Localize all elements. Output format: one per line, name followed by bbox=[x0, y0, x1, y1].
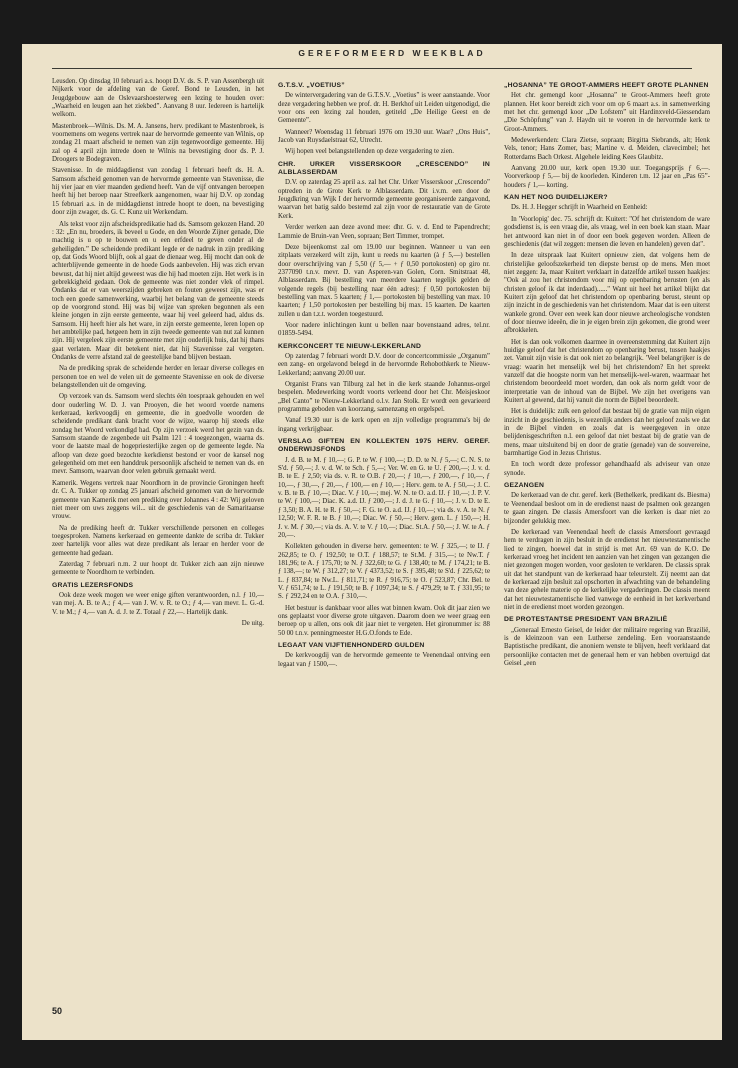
heading-voetius: G.T.S.V. „VOETIUS” bbox=[278, 82, 345, 89]
article-kamerik: Kamerik. Wegens vertrek naar Noordhorn in de provincie Groningen heeft dr. C. A. Tukker op zondag 25 januari afscheid genomen van de hervormde gemeente van Kamerik met een prediking over Johannes 4 : 42: Wij geloven niet meer om uws zeggens wil... uit de geschiedenis van de Samaritaanse vrouw. bbox=[52, 479, 264, 521]
article-stavenisse-4: Op verzoek van ds. Samsom werd slechts één toespraak gehouden en wel door ouderling W. D. J. van Prooyen, die het woord voerde namens kerkeraad, kerkvoogdij en gemeente, die in goedvolle woorden de scheidende predikant dank bracht voor de wijze, waarop hij steeds elke zondag het Woord verkondigd had. Op zijn verzoek werd het gezin van ds. Samsom staande de zegenbede uit Psalm 121 : 4 toegezongen, waarna ds. voor de laatste maal de hogepriesterlijke zegen op de gemeente legde. Na afloop van deze goed bezochte kerkdienst bestond er voor de kansel nog gelegenheid om met een handdruk persoonlijk afscheid te nemen van ds. en mevr. Samsom, waarvan door velen gebruik gemaakt werd. bbox=[52, 393, 264, 476]
article-hosanna-3: Aanvang 20.00 uur, kerk open 19.30 uur. Toegangsprijs ƒ 6,—. Voorverkoop ƒ 5,— bij de koorleden. Kinderen t.m. 12 jaar en „Pas 65”-houders ƒ 1,— korting. bbox=[504, 165, 710, 189]
article-legaat: De kerkvoogdij van de hervormde gemeente te Veenendaal ontving een legaat van ƒ 1500,—. bbox=[278, 652, 490, 668]
article-duidelijker-2: In 'Voorlopig' dec. 75. schrijft dr. Kuitert: "Of het christendom de ware godsdienst is, is een vraag die, als vraag, wel in een boek kan staan. Maar het antwoord kan niet in of door een boek gegeven worden. Alleen de geschiedenis (dat wil zeggen: mensen die leven en handelen) geven dat". bbox=[504, 215, 710, 248]
article-stavenisse: Stavenisse. In de middagdienst van zondag 1 februari heeft ds. H. A. Samsom afscheid genomen van de hervormde gemeente van Stavenisse, die hij vier jaar en vier maanden gediend heeft. Van de vijf ontvangen beroepen heeft hij het beroep naar Streefkerk aangenomen, waar hij D.V. op zondag 15 februari a.s. in de middagdienst intrede hoopt te doen, na bevestiging door zijn zwager, ds. G. C. Kunz uit Werkendam. bbox=[52, 167, 264, 217]
heading-kerkconcert: KERKCONCERT TE NIEUW-LEKKERLAND bbox=[278, 342, 422, 350]
article-gezangen-2: De kerkeraad van Veenendaal heeft de classis Amersfoort gevraagd hem te verdragen in zijn besluit in de eredienst het nieuwtestamentische lied te zingen, hoewel dat in strijd is met Art. 69 van de K.O. De kerkeraad vroeg het incident ten aanzien van het zingen van gezangen die niet gezongen mogen worden, voor gesloten te verklaren. De classis sprak uit dat het standpunt van de kerkeraad haar teleurstelt. Zij neemt aan dat de kerkeraad zijn besluit zal opschorten in afwachting van de behandeling van deze gehele materie op de kerkelijke vergaderingen. De classis meent dat het nieuwtestamentische lied vanwege de eenheid in het kerkverband niet in de eredienst moet worden gezongen. bbox=[504, 528, 710, 611]
heading-duidelijker: KAN HET NOG DUIDELIJKER? bbox=[504, 194, 608, 202]
article-voetius: De wintervergadering van de G.T.S.V. „Voetius” is weer aanstaande. Voor deze vergadering hebben we prof. dr. H. Berkhof uit Leiden uitgenodigd, die voor ons een lezing zal houden, getiteld „De Heilige Geest en de Gemeente”. bbox=[278, 92, 490, 125]
article-duidelijker-6: En toch wordt deze professor gehandhaafd als adviseur van onze synode. bbox=[504, 461, 710, 477]
article-hosanna-2: Medewerkenden: Clara Zietse, sopraan; Birgitta Siebrands, alt; Henk Vels, tenor; Hans Zomer, bas; Martine v. d. Meiden, clavecimbel; het Rotterdams Bach Orkest. Algehele leiding Kees Glaubitz. bbox=[504, 137, 710, 161]
heading-crescendo: CHR. URKER VISSERSKOOR „CRESCENDO” IN ALBLASSERDAM bbox=[278, 160, 490, 177]
column-right bbox=[504, 78, 710, 1018]
article-crescendo-3: Deze bijeenkomst zal om 19.00 uur beginnen. Wanneer u van een zitplaats verzekerd wilt zijn, kunt u reeds nu kaarten (à ƒ 5,—) bestellen door overschrijving van ƒ 5,50 (ƒ 5,— + ƒ 0,50 portokosten) op giro nr. 2377090 t.n.v. mevr. D. van Asperen-van Golen, Corn. Smitstraat 48, Alblasserdam. Bij bestelling van meerdere kaarten tegelijk gelden de volgende regels (bij bestelling naar één adres): ƒ 0,50 portokosten bij bestelling van max. 5 kaarten; ƒ 1,— portokosten bij bestelling van max. 10 kaarten; ƒ 1,50 portokosten per bestelling bij max. 15 kaarten. De kaarten zullen u dan t.z.t. worden toegestuurd. bbox=[278, 243, 490, 318]
article-president-brazilie: „Generaal Ernesto Geisel, de leider der militaire regering van Brazilië, is de kleinzoon van een Lutherse zendeling. Een vooraanstaande Baptistische predikant, die anoniem wenste te blijven, heeft verklaard dat persoonlijke contacten met de generaal hem er van hebben overtuigd dat Geisel „een bbox=[504, 626, 710, 667]
article-kerkconcert: Op zaterdag 7 februari wordt D.V. door de concertcommissie „Organum” een zang- en orgelavond belegd in de hervormde Rehobothkerk te Nieuw-Lekkerland; aanvang 20.00 uur. bbox=[278, 352, 490, 377]
article-duidelijker: Ds. H. J. Hegger schrijft in Waarheid en Eenheid: bbox=[511, 204, 648, 212]
article-duidelijker-5: Het is duidelijk: zulk een geloof dat bestaat bij de gratie van mijn eigen inzicht in de geschiedenis, is wezenlijk anders dan het geloof zoals we dat in de Bijbel vinden en zoals dat is weergegeven in onze belijdenisgeschriften n.l. een geloof dat niet bestaat bij de gratie van de mens, maar uitsluitend bij en door de gratie (genade) van de souvereine, barmhartige God in Jezus Christus. bbox=[504, 408, 710, 458]
article-mastenbroek: Mastenbroek—Wilnis. Ds. M. A. Jansens, herv. predikant te Mastenbroek, is voornemens om wegens vertrek naar de hervormde gemeente van Wilnis, op zondag 21 maart afscheid te nemen van zijn tegenwoordige gemeente. Hij zal op 4 april zijn intrede doen te Wilnis na bevestiging door ds. P. J. Droogers te Bodegraven. bbox=[52, 122, 264, 164]
signature: De uitg. bbox=[241, 619, 264, 627]
article-crescendo-4: Voor nadere inlichtingen kunt u bellen naar bovenstaand adres, tel.nr. 01859-5494. bbox=[278, 321, 490, 338]
article-kamerik-2: Na de prediking heeft dr. Tukker verschillende personen en colleges toegesproken. Namens kerkeraad en gemeente dankte de scriba dr. Tukker zeer hartelijk voor alles wat deze predikant als leraar en herder voor de gemeente had gedaan. bbox=[52, 524, 264, 557]
column-left bbox=[52, 78, 264, 998]
article-lezersfonds: Ook deze week mogen we weer enige giften verantwoorden, n.l. ƒ 10,— van mej. A. B. te A.; ƒ 4,— van J. W. v. R. te O.; ƒ 4,— van mevr. L. G.-d. V. te M.; ƒ 4,— van A. d. J. te Z. Totaal ƒ 22,—. Hartelijk dank. bbox=[52, 591, 264, 616]
article-gezangen: De kerkeraad van de chr. geref. kerk (Bethelkerk, predikant ds. Biesma) te Veenendaal besloot om in de eredienst naast de psalmen ook gezangen te gaan zingen. De classis Amersfoort van die kerken is daar niet zo bijzonder gelukkig mee. bbox=[504, 492, 710, 525]
article-hosanna: Het chr. gemengd koor „Hosanna” te Groot-Ammers heeft grote plannen. Het koor bereidt zich voor om op 6 maart a.s. in samenwerking met het chr. gemengd koor „De Lofstem” uit Hardinxveld-Giessendam „Die Schöpfung” van J. Haydn uit te voeren in de hervormde kerk te Groot-Ammers. bbox=[504, 92, 710, 133]
article-voetius-3: Wij hopen veel belangstellenden op deze vergadering te zien. bbox=[285, 148, 454, 156]
article-bestuur: Het bestuur is dankbaar voor alles wat binnen kwam. Ook dit jaar zien we ons geplaatst voor diverse grote uitgaven. Daarom doen we weer graag een beroep op u allen, ons ook dit jaar niet te vergeten. Het gironummer is: 88 50 00 t.n.v. penningmeester H.G.O.fonds te Ede. bbox=[278, 604, 490, 637]
page-header: GEREFORMEERD WEEKBLAD bbox=[298, 48, 486, 58]
article-crescendo-2: Verder werken aan deze avond mee: dhr. G. v. d. End te Papendrecht; Lammie de Bruin-van Veen, sopraan; Bert Timmer, trompet. bbox=[278, 224, 490, 240]
article-kollekten: Kollekten gehouden in diverse herv. gemeenten: te W. ƒ 325,—; te IJ. ƒ 262,85; te O. ƒ 192,50; te O.T. ƒ 188,57; te St.M. ƒ 315,—; te Nw.T. ƒ 181,96; te A. ƒ 175,70; te N. ƒ 322,60; te G. ƒ 138,40; te M. ƒ 174,21; te B. ƒ 138,—; te W. ƒ 312,27; te V. ƒ 4373,52; te S. ƒ 395,48; te S'd. ƒ 225,62; te L. ƒ 837,84; te Nw.L. ƒ 811,71; te R. ƒ 916,75; te O. ƒ 523,87; Chr. Bel. te V. ƒ 651,74; te L. ƒ 191,50; te B. ƒ 1097,34; te S. ƒ 479,29; te T. ƒ 331,95; te S. ƒ 292,24 en te O.A. ƒ 310,—. bbox=[278, 543, 490, 601]
article-duidelijker-3: In deze uitspraak laat Kuitert opnieuw zien, dat volgens hem de christelijke geloofszekerheid ten diepste berust op de mens. Men moet niet zeggen: Ja, maar Kuitert verklaart in datzelfde artikel tussen haakjes: "Ook al zou het christendom voor mij op openbaring berusten (en als christen geloof ik dat inderdaad)......" Want uit heel het artikel blijkt dat Kuitert zijn geloof dat het christendom op openbaring berust, steunt op zijn inzicht in de geschiedenis van het christendom. Maar dat is een uiterst wankele grond. Over een week kan door nieuwe archeologische vondsten of door nieuwe ideeën, die in je eigen brein zijn gekomen, die grond weer afbrokkelen. bbox=[504, 252, 710, 335]
article-duidelijker-4: Het is dan ook volkomen daarmee in overeenstemming dat Kuitert zijn huidige geloof dat het christendom op openbaring berust, tussen haakjes zet. Vanuit zijn visie is dat ook niet zo belangrijk. 'Veel belangrijker is de vraag: waarin het menselijk wel bij het christendom? En het spreekt vanzelf dat die hoogste norm van het menselijk-wel-waren, waarmaar het christendom beoordeeld moet worden, dan ook als norm geldt voor de interpretatie van de inhoud van de Bijbel. We zijn het overigens van Kuitert al gewend, dat hij vanuit die norm de Bijbel beoordeelt. bbox=[504, 338, 710, 405]
heading-gezangen: GEZANGEN bbox=[504, 482, 545, 490]
article-leusden: Leusden. Op dinsdag 10 februari a.s. hoopt D.V. ds. S. P. van Assenbergh uit Nijkerk voor de afdeling van de Geref. Bond te Leusden, in het Jeugdgebouw aan de Oslevaarshoesterweg een lezing te houden over: „Waarheid en leugen aan het ziekbed”. Aanvang 8 uur. Iedereen is hartelijk welkom. bbox=[52, 78, 264, 119]
heading-verslag-giften: VERSLAG GIFTEN EN KOLLEKTEN 1975 HERV. GEREF. ONDERWIJSFONDS bbox=[278, 438, 490, 454]
heading-legaat: LEGAAT VAN VIJFTIENHONDERD GULDEN bbox=[278, 641, 425, 649]
article-giften: J. d. B. te M. ƒ 10,—; G. P. te W. ƒ 100,—; D. D. te N. ƒ 5,—; C. N. S. te S'd. ƒ 50,—; J. v. d. W. te Sch. ƒ 5,—; Ver. W. en G. te U. ƒ 200,—; J. v. d. B. te E. ƒ 2,50; via ds. v. R. te O.B. ƒ 20,—; ƒ 10,—, ƒ 200,—, ƒ 10,—, ƒ 10,—, ƒ 30,—, ƒ 20,—, ƒ 100,— en ƒ 10,— ; Herv. gem. te A. ƒ 50,—; J. C. v. B. te B. ƒ 10,—; Diac. V. ƒ 10,—; mej. W. N. te O. a.d. IJ. ƒ 10,—; J. P. V. te W. ƒ 100,—; Diac. K. a.d. IJ. ƒ 200,—; J. d. J. te G. ƒ 10,—; J. v. D. te E. ƒ 3,50; B. A. H. te R. ƒ 50,—; F. G. te O. a.d. IJ. ƒ 10,—; via ds. v. A. te N. ƒ 12,50; W. F. R. te B. ƒ 10,—; Diac. W. ƒ 50,—; Herv. gem. L. ƒ 150,—; H. J. v. M. ƒ 30,—; via ds. A. V. te V. ƒ 10,—; Diac. St.A. ƒ 50,—; J. W. te A. ƒ 20,—. bbox=[278, 456, 490, 539]
article-kerkconcert-3: Vanaf 19.30 uur is de kerk open en zijn volledige programma's bij de ingang verkrijgbaar. bbox=[278, 417, 490, 433]
heading-president-brazilie: DE PROTESTANTSE PRESIDENT VAN BRAZILIË bbox=[504, 616, 668, 624]
article-kamerik-3: Zaterdag 7 februari n.m. 2 uur hoopt dr. Tukker zich aan zijn nieuwe gemeente te Noordhorn te verbinden. bbox=[52, 560, 264, 577]
heading-hosanna: „HOSANNA” TE GROOT-AMMERS HEEFT GROTE PLANNEN bbox=[504, 82, 709, 89]
article-crescendo: D.V. op zaterdag 25 april a.s. zal het Chr. Urker Visserskoor „Crescendo” optreden in de Grote Kerk te Alblasserdam. Dit i.v.m. een door de Jeugdkring van Wijk I der hervormde gemeente georganiseerde zangavond, waarvan het batig saldo bestemd zal zijn voor de restauratie van de Grote Kerk. bbox=[278, 179, 490, 220]
article-kerkconcert-2: Organist Frans van Tilburg zal het in die kerk staande Johannus-orgel bespelen. Medewerking wordt voorts verleend door het Chr. Meisjeskoor „Bel Canto” te Nieuw-Lekkerland o.l.v. Jan Stolk. Er wordt een gevarieerd programma geboden van koorzang, samenzang en orgelspel. bbox=[278, 381, 490, 414]
article-stavenisse-3: Na de prediking sprak de scheidende herder en leraar diverse colleges en personen toe en wel de velen uit de gemeente Stavenisse en ook de diverse belangstellenden uit de omgeving. bbox=[52, 365, 264, 390]
newspaper-page bbox=[22, 44, 722, 1040]
heading-gratis-lezersfonds: GRATIS LEZERSFONDS bbox=[52, 581, 134, 589]
column-middle bbox=[278, 78, 490, 1018]
header-rule bbox=[52, 68, 692, 69]
page-number: 50 bbox=[52, 1006, 63, 1016]
article-voetius-2: Wanneer? Woensdag 11 februari 1976 om 19.30 uur. Waar? „Ons Huis”, Jacob van Ruysdaelstraat 62, Utrecht. bbox=[278, 128, 490, 145]
article-stavenisse-2: Als tekst voor zijn afscheidspredikatie had ds. Samsom gekozen Hand. 20 : 32: „En nu, broeders, ik beveel u Gode, en den Woorde Zijner genade, Die machtig is u op te bouwen en u een erfdeel te geven onder al de geheiligden.” De scheidende predikant legde er de nadruk in zijn prediking op, dat Gods Woord blijft, ook al gaat de dienaar weg. Hij mocht dan ook de achterblijvende gemeente in de hoede Gods aanbevelen. Hij was zich ervan bewust, dat hij niet altijd geweest was die hij had moeten zijn. Het werk is in gebrekkigheid gedaan. Ook de gemeente was niet zonder vlek of rimpel. Ondanks dat er van weerszijden gebreken en fouten geweest zijn, was er toch een goede samenwerking, waarbij het belang van de gemeente steeds op de voorgrond stond. Hij was bij wijze van spreken begonnen als een kleine jongen in zijn eerste gemeente, waar hij veel geleerd had, aldus ds. Samsom. Hij heeft hier als het ware, in zijn eerste gemeente, leren lopen op het ambtelijke pad, hetgeen hem in zijn tweede gemeente van nut zal kunnen zijn. Hij vergeleek zijn eerste gemeente met zijn ouderlijk huis, dat hij thans gaat verlaten. Maar dit betekent niet, dat hij Stavenisse zal vergeten. Ondanks de verre afstand zal de geestelijke band blijven bestaan. bbox=[52, 220, 264, 361]
